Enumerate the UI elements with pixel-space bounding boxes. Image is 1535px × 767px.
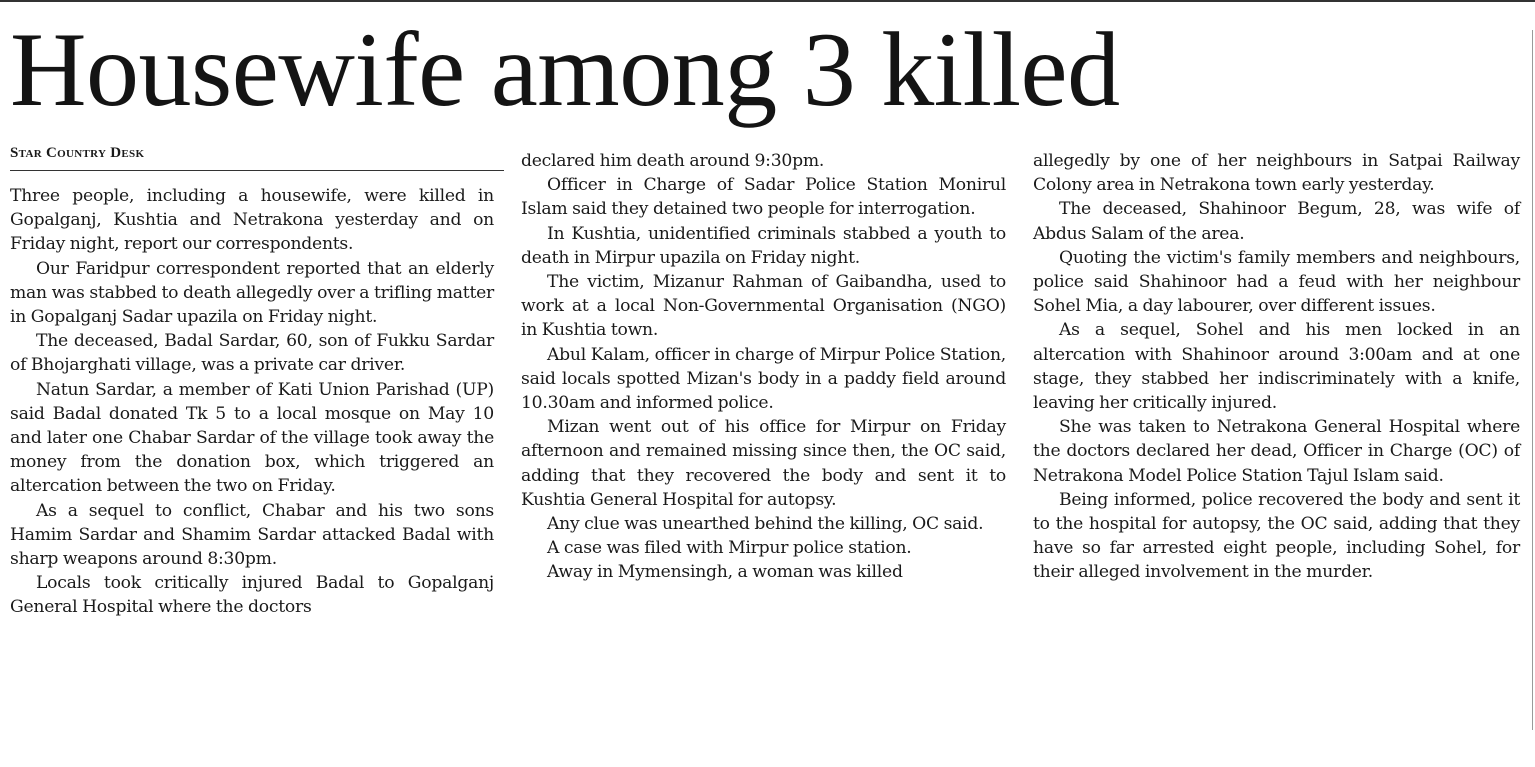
paragraph: Our Faridpur correspondent reported that an elderly man was stabbed to death allegedly over a trifling matter in Gopalganj Sadar upazila on Friday night. — [10, 258, 494, 328]
paragraph: Quoting the victim's family members and neighbours, police said Shahinoor had a feud with her neighbour Sohel Mia, a day labourer, over different issues. — [1033, 247, 1520, 317]
paragraph: Locals took critically injured Badal to Gopalganj General Hospital where the doctors — [10, 573, 494, 618]
paragraph: Mizan went out of his office for Mirpur on Friday afternoon and remained missing since then, the OC said, adding that they recovered the body and sent it to Kushtia General Hospital for autopsy. — [521, 417, 1006, 510]
paragraph: As a sequel to conflict, Chabar and his two sons Hamim Sardar and Shamim Sardar attacked Badal with sharp weapons around 8:30pm. — [10, 500, 494, 570]
right-rule — [1532, 30, 1533, 730]
paragraph: allegedly by one of her neighbours in Satpai Railway Colony area in Netrakona town early yesterday. — [1033, 151, 1520, 196]
paragraph: The victim, Mizanur Rahman of Gaibandha, used to work at a local Non-Governmental Organisation (NGO) in Kushtia town. — [521, 272, 1006, 341]
column-1 — [10, 184, 494, 620]
paragraph: Being informed, police recovered the body and sent it to the hospital for autopsy, the OC said, adding that they have so far arrested eight people, including Sohel, for their alleged involvement in the murder. — [1033, 489, 1520, 583]
top-rule — [0, 0, 1535, 2]
column-2 — [521, 149, 1006, 585]
paragraph: Three people, including a housewife, were killed in Gopalganj, Kushtia and Netrakona yesterday and on Friday night, report our correspondents. — [10, 186, 494, 255]
paragraph: Natun Sardar, a member of Kati Union Parishad (UP) said Badal donated Tk 5 to a local mosque on May 10 and later one Chabar Sardar of the village took away the money from the donation box, which triggered an altercation between the two on Friday. — [10, 379, 494, 497]
paragraph: A case was filed with Mirpur police station. — [547, 538, 912, 559]
paragraph: Abul Kalam, officer in charge of Mirpur Police Station, said locals spotted Mizan's body in a paddy field around 10.30am and informed police. — [521, 344, 1006, 414]
paragraph: The deceased, Badal Sardar, 60, son of Fukku Sardar of Bhojarghati village, was a private car driver. — [10, 331, 494, 376]
paragraph: Officer in Charge of Sadar Police Station Monirul Islam said they detained two people for interrogation. — [521, 175, 1006, 220]
column-3 — [1033, 149, 1520, 585]
paragraph: Any clue was unearthed behind the killing, OC said. — [547, 514, 984, 535]
paragraph: Away in Mymensingh, a woman was killed — [547, 562, 903, 583]
paragraph: declared him death around 9:30pm. — [521, 151, 825, 171]
byline: Star Country Desk — [10, 142, 504, 171]
paragraph: As a sequel, Sohel and his men locked in an altercation with Shahinoor around 3:00am and at one stage, they stabbed her indiscriminately with a knife, leaving her critically injured. — [1033, 320, 1520, 414]
paragraph: In Kushtia, unidentified criminals stabbed a youth to death in Mirpur upazila on Friday night. — [521, 223, 1006, 268]
paragraph: The deceased, Shahinoor Begum, 28, was wife of Abdus Salam of the area. — [1033, 199, 1520, 244]
paragraph: She was taken to Netrakona General Hospital where the doctors declared her dead, Officer in Charge (OC) of Netrakona Model Police Station Tajul Islam said. — [1033, 417, 1520, 486]
headline: Housewife among 3 killed — [10, 11, 1120, 128]
